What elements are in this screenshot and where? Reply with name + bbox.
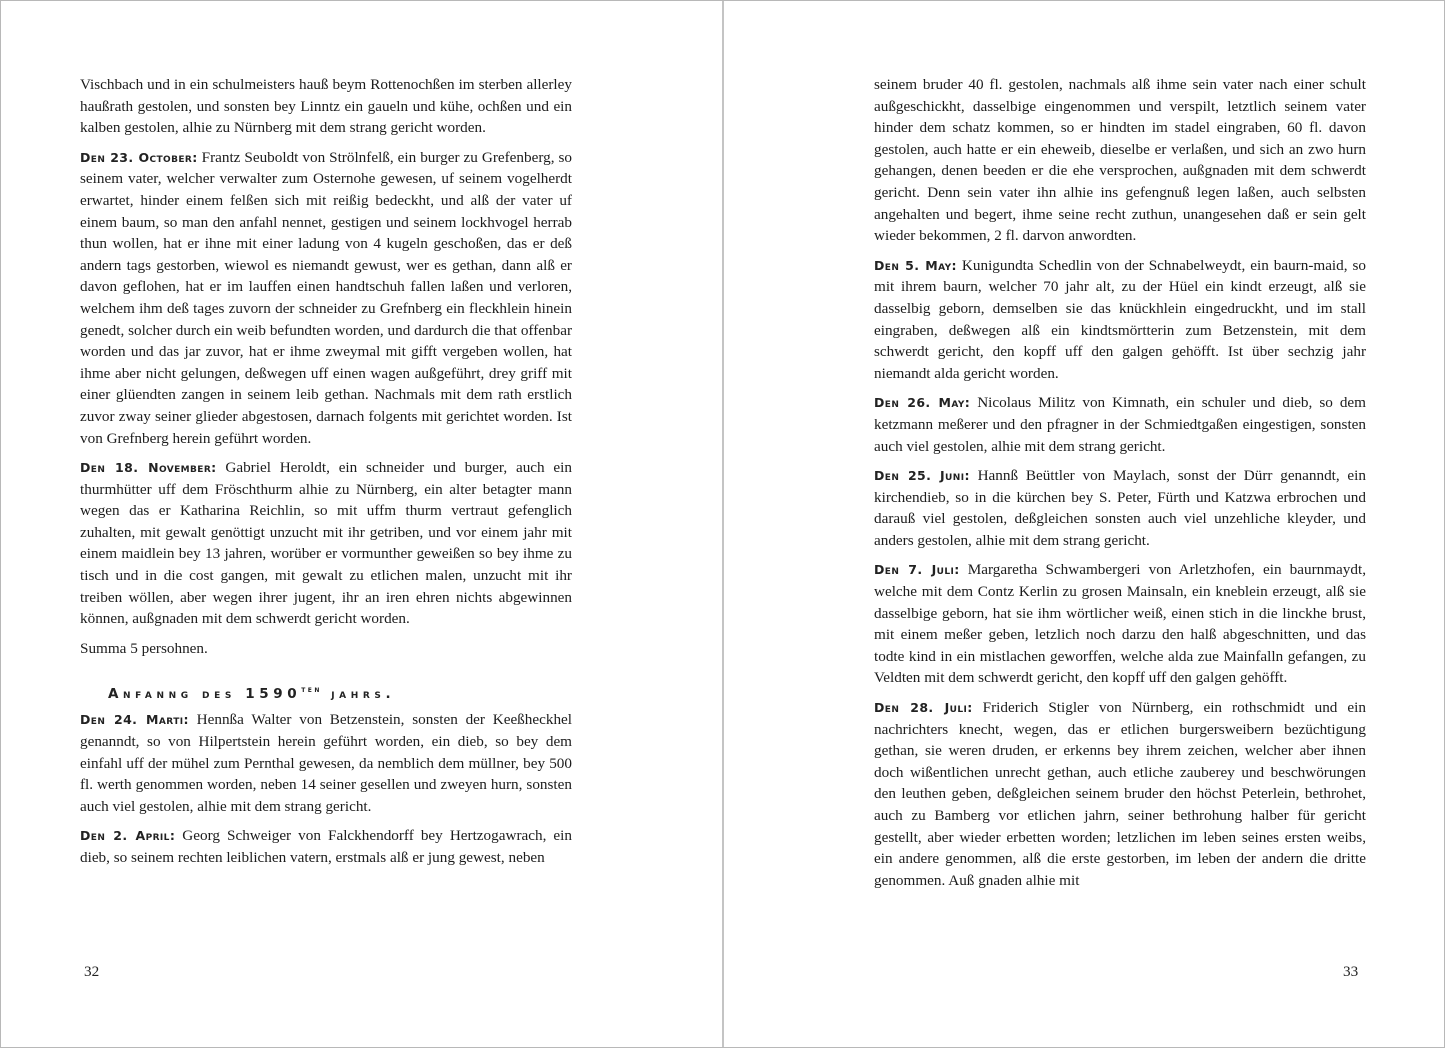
entry-text: Friderich Stigler von Nürnberg, ein rothschmidt und ein nachrichters knecht, wegen, das er etlichen burgersweibern bezüchtigung gethan, sie weren druden, er erkenns bey ihrem zeichen, welcher aber ihnen doch wißentlichen unrecht gethan, auch etliche zauberey und beschwörungen den leuthen geben, deßgleichen seinem bruder den höchst Peterlein, bethrohet, auch zu Bamberg vor etlichen jahrn, seiner bethrohung halber für gericht gestellt, aber wieder erbetten worden; letzlichen im leben seines ersten weibs, ein andere genommen, alß die erste gestorben, im leben der andern die dritte genommen. Auß gnaden alhie mit xyxy=(874,699,1366,889)
paragraph xyxy=(874,392,1366,457)
paragraph xyxy=(80,147,572,449)
entry-text: Summa 5 persohnen. xyxy=(80,639,208,657)
entry-date: Den 24. Marti: xyxy=(80,712,189,728)
entry-date: Den 28. Juli: xyxy=(874,700,973,716)
paragraph xyxy=(874,697,1366,891)
entry-text: Hannß Beüttler von Maylach, sonst der Dürr genanndt, ein kirchendieb, so in die kürchen bey S. Peter, Fürth und Katzwa erbrochen und darauß viel gestolen, deßgleichen sonsten auch viel unzehliche kleyder, und anders gestolen, alhie mit dem strang gericht. xyxy=(874,467,1366,549)
entry-text: Vischbach und in ein schulmeisters hauß beym Rottenochßen im sterben allerley haußrath gestolen, und sonsten bey Linntz ein gaueln und kühe, ochßen und ein kalben gestolen, alhie zu Nürnberg mit dem strang gericht worden. xyxy=(80,76,572,137)
book-gutter xyxy=(722,1,724,1047)
paragraph xyxy=(80,825,572,868)
paragraph xyxy=(80,457,572,630)
entry-date: Den 26. May: xyxy=(874,395,971,411)
section-heading xyxy=(108,679,572,705)
paragraph xyxy=(80,638,572,660)
entry-text: Gabriel Heroldt, ein schneider und burger, auch ein thurmhütter uff dem Fröschthurm alhie zu Nürnberg, ein alter betagter mann wegen das er Katharina Reichlin, so mit uffm thurm vertraut gefenglich zuhalten, mit gewalt genöttigt unzucht mit ihr getriben, und vor einem jahr mit einem maidlein bey 13 jahren, worüber er vormunther geweißen so bey ihme zu tisch und in die cost gangen, mit gewalt zu etlichen malen, unzucht mit ihr treiben wöllen, aber wegen ihrer jugent, ihr an iren ehren nichts abgewinnen können, außgnaden mit dem schwerdt gericht worden. xyxy=(80,459,572,628)
right-page xyxy=(874,74,1366,899)
entry-date: Den 23. October: xyxy=(80,149,198,165)
heading-text: Anfanng des 1590 xyxy=(108,686,302,703)
entry-text: Kunigundta Schedlin von der Schnabelweydt, ein baurn-maid, so mit ihrem baurn, welcher 70 jahr alt, zu der Hüel ein kindt erzeugt, alß sie dasselbig geborn, demselben sie das knückhlein eingedruckht, und im stall eingraben, deßwegen alß ein kindtsmörtterin zum Betzenstein, mit dem schwerdt gericht, den kopff uff den galgen gehöfft. Ist über sechzig jahr niemandt alda gericht worden. xyxy=(874,256,1366,382)
entry-date: Den 2. April: xyxy=(80,828,176,844)
entry-text: Georg Schweiger von Falckhendorff bey Hertzogawrach, ein dieb, so seinem rechten leiblichen vatern, erstmals alß er jung gewest, neben xyxy=(80,827,572,866)
entry-date: Den 18. November: xyxy=(80,460,217,476)
page-number-right: 33 xyxy=(1343,963,1359,980)
page-number-left: 32 xyxy=(84,963,100,980)
heading-superscript: ten xyxy=(301,685,322,696)
paragraph xyxy=(80,709,572,817)
heading-text-end: jahrs. xyxy=(321,686,396,703)
entry-date: Den 25. Juni: xyxy=(874,468,970,484)
paragraph xyxy=(874,559,1366,689)
entry-date: Den 5. May: xyxy=(874,257,957,273)
paragraph xyxy=(80,74,572,139)
paragraph xyxy=(874,255,1366,385)
entry-text: seinem bruder 40 fl. gestolen, nachmals alß ihme sein vater nach einer schult außgeschickht, dasselbige eingenommen und verspilt, letztlich seinem vater hinder dem schatz kommen, so er hindten im stadel eingraben, 60 fl. davon gestolen, auch hatte er ein eheweib, dieselbe er verlaßen, und sich an zwo hurn gehangen, denen beeden er die ehe versprochen, außgnaden mit dem schwerdt gericht. Denn sein vater ihn alhie ins gefengnuß legen laßen, auch selbsten angehalten und begert, ihme seine recht zuthun, unangesehen daß er sein gelt wieder bekommen, 2 fl. darvon anwordten. xyxy=(874,76,1366,245)
entry-text: Frantz Seuboldt von Strölnfelß, ein burger zu Grefenberg, so seinem vater, welcher verwalter zum Osternohe gewesen, uf seinem vogelherdt erwartet, hinder einem felßen sich mit reißig bedeckht, und alß der vater uf einem baum, so man den anfahl nennet, gestigen und seinem lockhvogel herrab thun wollen, hat er ihne mit einer ladung von 4 kugeln geschoßen, das er deß andern tags gestorben, wiewol es niemandt gewust, wer es gethan, dann alß er davon geflohen, hat er im lauffen einen handtschuh fallen laßen und verloren, welchem ihm deß tages zuvorn der schneider zu Grefnberg ein fleckhlein hinein genedt, solcher durch ein weib befundten worden, und dardurch die that offenbar worden und das jar zuvor, hat er ihme zweymal mit gifft vergeben wollen, hat ihme aber nicht gelungen, deßwegen uff einen wagen außgeführt, drey griff mit einer glüendten zangen in seinem leib gethan. Nachmals mit dem rath erstlich zuvor zway seiner glieder abgestosen, darnach folgents mit gerichtet worden. Ist von Grefnberg herein geführt worden. xyxy=(80,148,573,447)
paragraph xyxy=(874,74,1366,247)
entry-text: Margaretha Schwambergeri von Arletzhofen, ein baurnmaydt, welche mit dem Contz Kerlin zu grosen Mainsaln, ein kneblein erzeugt, alß sie dasselbige geborn, hat sie ihm wörtlicher weiß, einen stich in die linckhe brust, mit einem meßer geben, letzlich noch darzu den halß abgeschnitten, und das todte kind in ein mistlachen geworffen, welche alda zue Mainfalln gefangen, zu Veldten mit dem schwerdt gericht, den kopff uff den galgen gehöfft. xyxy=(874,561,1366,687)
left-page xyxy=(80,74,572,877)
entry-date: Den 7. Juli: xyxy=(874,562,960,578)
entry-text: Hennßa Walter von Betzenstein, sonsten der Keeßheckhel genanndt, so von Hilpertstein herein geführt worden, ein dieb, so bey dem einfahl uff der mühel zum Pernthal gewesen, da nemblich dem müllner, bey 500 fl. werth genommen worden, neben 14 seiner gesellen und zweyen hurn, sonsten auch viel gestolen, alhie mit dem strang gericht. xyxy=(80,711,572,815)
paragraph xyxy=(874,465,1366,551)
entry-text: Nicolaus Militz von Kimnath, ein schuler und dieb, so dem ketzmann meßerer und den pfragner in der Schmiedtgaßen eingestigen, sonsten auch viel gestolen, alhie mit dem strang gericht. xyxy=(874,394,1366,455)
